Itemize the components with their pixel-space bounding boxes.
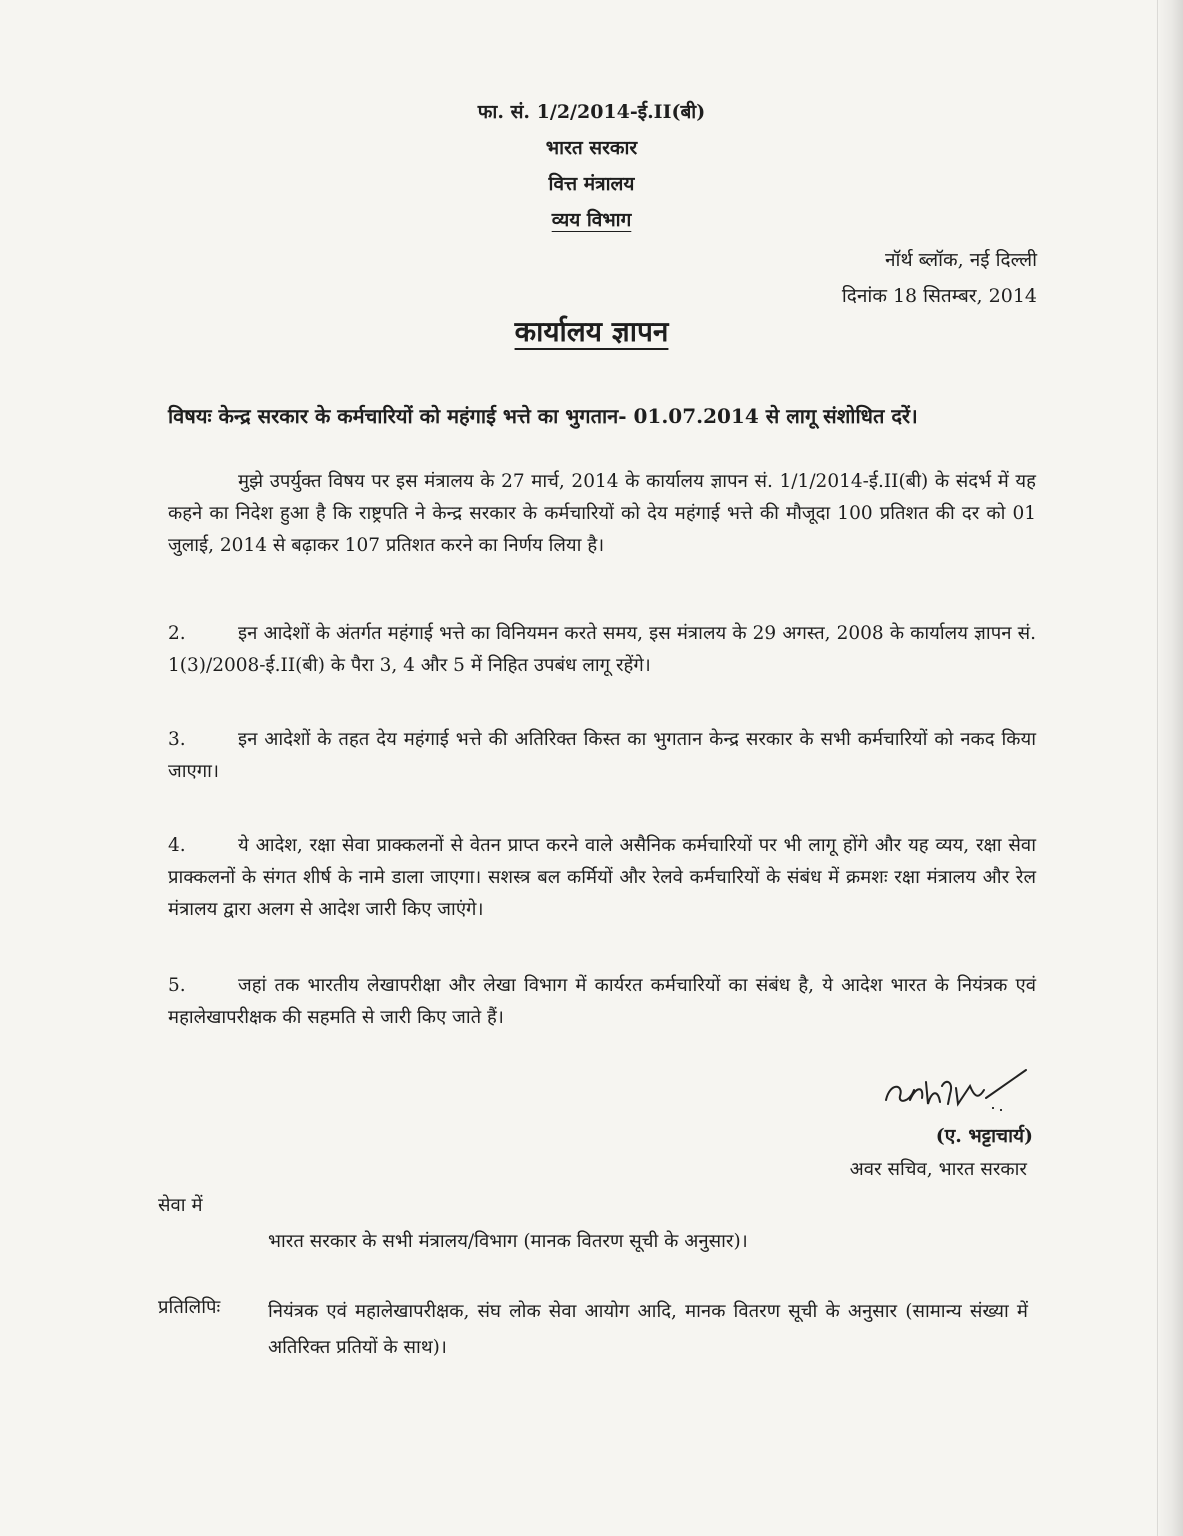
signatory-name: (ए. भट्टाचार्य): [935, 1125, 1033, 1147]
handwritten-signature: [880, 1060, 1030, 1120]
place: नॉर्थ ब्लॉक, नई दिल्ली: [884, 249, 1037, 271]
copy-to-label: प्रतिलिपिः: [158, 1297, 221, 1318]
date: दिनांक 18 सितम्बर, 2014: [841, 285, 1037, 307]
paragraph-3: 3. इन आदेशों के तहत देय महंगाई भत्ते की अतिरिक्त किस्त का भुगतान केन्द्र सरकार के सभी कर्मचारियों को नकद किया जाएगा।: [168, 729, 1036, 782]
page-title: कार्यालय ज्ञापन: [514, 315, 669, 348]
copy-to-text: नियंत्रक एवं महालेखापरीक्षक, संघ लोक सेवा आयोग आदि, मानक वितरण सूची के अनुसार (सामान्य संख्या में अतिरिक्त प्रतियों के साथ)।: [268, 1301, 1028, 1358]
paragraph-4: 4. ये आदेश, रक्षा सेवा प्राक्कलनों से वेतन प्राप्त करने वाले असैनिक कर्मचारियों पर भी लागू होंगे और यह व्यय, रक्षा सेवा प्राक्कलनों के संगत शीर्ष के नामे डाला जाएगा। सशस्त्र बल कर्मियों और रेलवे कर्मचारियों के संबंध में क्रमशः रक्षा मंत्रालय और रेल मंत्रालय द्वारा अलग से आदेश जारी किए जाएंगे।: [168, 835, 1036, 920]
subject-line: विषयः केन्द्र सरकार के कर्मचारियों को महंगाई भत्ते का भुगतान- 01.07.2014 से लागू संशोधित दरें।: [168, 404, 918, 428]
addressee-label: सेवा में: [158, 1195, 203, 1216]
addressee-text: भारत सरकार के सभी मंत्रालय/विभाग (मानक वितरण सूची के अनुसार)।: [268, 1231, 748, 1252]
ministry-name: वित्त मंत्रालय: [548, 173, 635, 195]
department-name: व्यय विभाग: [551, 209, 632, 231]
paragraph-5: 5. जहां तक भारतीय लेखापरीक्षा और लेखा विभाग में कार्यरत कर्मचारियों का संबंध है, ये आदेश भारत के नियंत्रक एवं महालेखापरीक्षक की सहमति से जारी किए जाते हैं।: [168, 975, 1036, 1028]
paragraph-2: 2. इन आदेशों के अंतर्गत महंगाई भत्ते का विनियमन करते समय, इस मंत्रालय के 29 अगस्त, 2008 के कार्यालय ज्ञापन सं. 1(3)/2008-ई.II(बी) के पैरा 3, 4 और 5 में निहित उपबंध लागू रहेंगे।: [168, 623, 1036, 676]
paragraph-1: मुझे उपर्युक्त विषय पर इस मंत्रालय के 27 मार्च, 2014 के कार्यालय ज्ञापन सं. 1/1/2014-ई.II(बी) के संदर्भ में यह कहने का निदेश हुआ है कि राष्ट्रपति ने केन्द्र सरकार के कर्मचारियों को देय महंगाई भत्ते की मौजूदा 100 प्रतिशत की दर को 01 जुलाई, 2014 से बढ़ाकर 107 प्रतिशत करने का निर्णय लिया है।: [168, 471, 1036, 556]
signatory-designation: अवर सचिव, भारत सरकार: [849, 1159, 1027, 1180]
file-number: फा. सं. 1/2/2014-ई.II(बी): [477, 101, 706, 123]
govt-name: भारत सरकार: [545, 137, 638, 159]
